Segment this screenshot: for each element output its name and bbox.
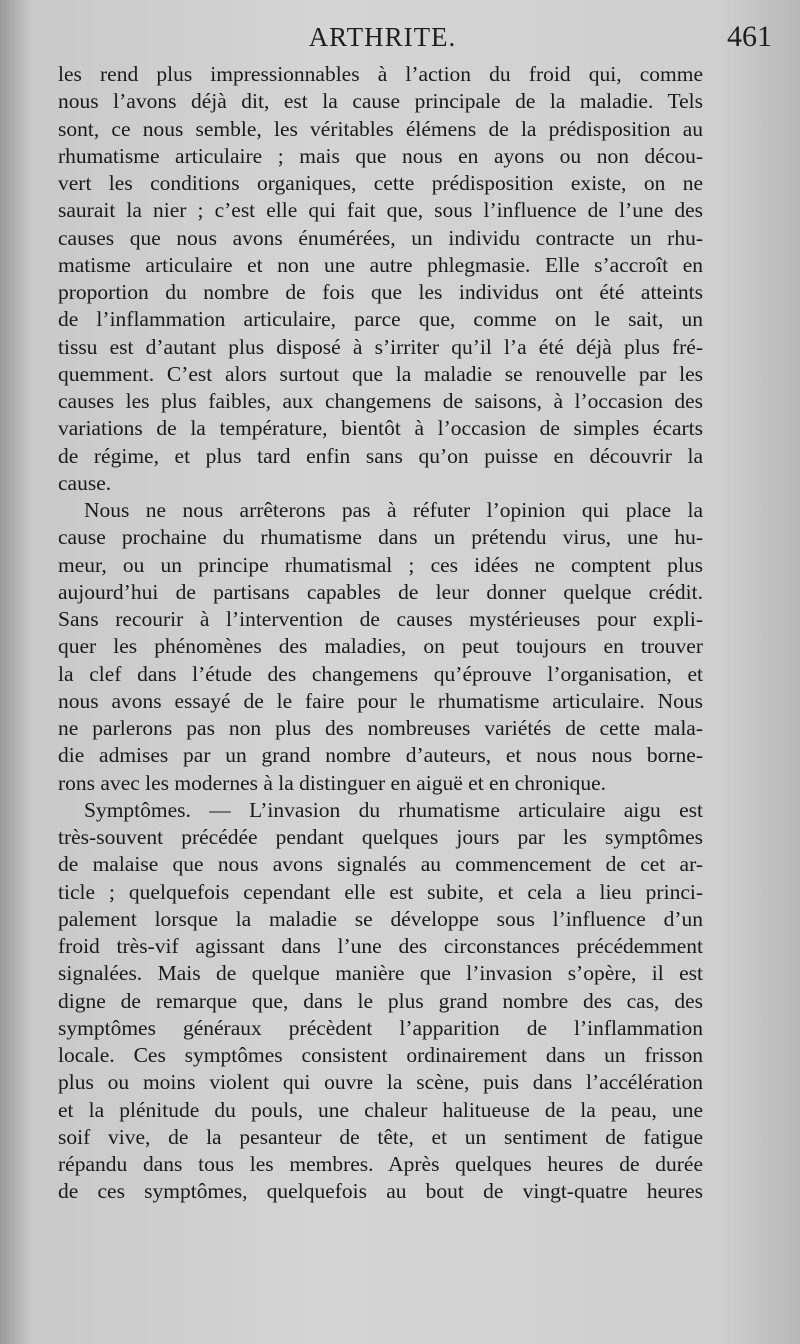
text-line: causes les plus faibles, aux changemens de saisons, à l’occasion des: [58, 389, 703, 413]
text-line: variations de la température, bientôt à l’occasion de simples écarts: [58, 416, 703, 441]
text-line: les rend plus impressionnables à l’action du froid qui, comme: [58, 62, 703, 86]
paragraph: [58, 61, 703, 497]
text-line: ticle ; quelquefois cependant elle est subite, et cela a lieu princi-: [58, 879, 703, 904]
text-line: quer les phénomènes des maladies, on peut toujours en trouver: [58, 634, 703, 659]
running-title: ARTHRITE.: [308, 22, 457, 52]
text-line: aujourd’hui de partisans capables de leur donner quelque crédit.: [58, 579, 703, 604]
text-line: causes que nous avons énumérées, un individu contracte un rhu-: [58, 225, 703, 250]
text-line: signalées. Mais de quelque manière que l’invasion s’opère, il est: [58, 961, 703, 986]
text-line: de l’inflammation articulaire, parce que, comme on le sait, un: [58, 307, 703, 332]
text-line: ne parlerons pas non plus des nombreuses variétés de cette mala-: [58, 716, 703, 740]
text-line: rhumatisme articulaire ; mais que nous en ayons ou non décou-: [58, 143, 703, 168]
text-line: nous l’avons déjà dit, est la cause principale de la maladie. Tels: [58, 89, 703, 114]
text-line: soif vive, de la pesanteur de tête, et un sentiment de fatigue: [58, 1124, 703, 1149]
text-line: cause prochaine du rhumatisme dans un prétendu virus, une hu-: [58, 525, 703, 550]
text-line: de régime, et plus tard enfin sans qu’on puisse en découvrir la: [58, 443, 703, 468]
text-line: symptômes généraux précèdent l’apparition de l’inflammation: [58, 1015, 703, 1040]
paragraph: [58, 497, 703, 797]
text-line: vert les conditions organiques, cette prédisposition existe, on ne: [58, 171, 703, 195]
text-line: de malaise que nous avons signalés au commencement de cet ar-: [58, 852, 703, 877]
text-line: die admises par un grand nombre d’auteurs, et nous nous borne-: [58, 743, 703, 768]
text-line: Symptômes. — L’invasion du rhumatisme articulaire aigu est: [84, 797, 703, 822]
body-text: [58, 61, 703, 1206]
text-line: de ces symptômes, quelquefois au bout de vingt-quatre heures: [58, 1179, 703, 1204]
text-line: et la plénitude du pouls, une chaleur halitueuse de la peau, une: [58, 1097, 703, 1122]
text-line: sont, ce nous semble, les véritables élémens de la prédisposition au: [58, 116, 703, 141]
text-line: locale. Ces symptômes consistent ordinairement dans un frisson: [58, 1043, 703, 1067]
text-line: proportion du nombre de fois que les individus ont été atteints: [58, 280, 703, 304]
page-header: [0, 18, 800, 58]
text-line: plus ou moins violent qui ouvre la scène, puis dans l’accélération: [58, 1070, 703, 1095]
text-line: cause.: [58, 470, 112, 495]
text-line: rons avec les modernes à la distinguer en aiguë et en chronique.: [58, 770, 607, 795]
text-line: quemment. C’est alors surtout que la maladie se renouvelle par les: [58, 361, 703, 386]
text-line: Nous ne nous arrêterons pas à réfuter l’opinion qui place la: [84, 498, 703, 522]
text-line: Sans recourir à l’intervention de causes mystérieuses pour expli-: [58, 607, 703, 631]
text-line: matisme articulaire et non une autre phlegmasie. Elle s’accroît en: [58, 252, 703, 277]
text-line: froid très-vif agissant dans l’une des circonstances précédemment: [58, 934, 703, 958]
text-line: tissu est d’autant plus disposé à s’irriter qu’il l’a été déjà plus fré-: [58, 334, 703, 359]
text-line: très-souvent précédée pendant quelques jours par les symptômes: [58, 825, 703, 849]
text-line: la clef dans l’étude des changemens qu’éprouve l’organisation, et: [58, 661, 703, 686]
text-line: répandu dans tous les membres. Après quelques heures de durée: [58, 1152, 703, 1176]
text-line: saurait la nier ; c’est elle qui fait que, sous l’influence de l’une des: [58, 198, 703, 223]
text-line: nous avons essayé de le faire pour le rhumatisme articulaire. Nous: [58, 688, 703, 713]
text-line: digne de remarque que, dans le plus grand nombre des cas, des: [58, 988, 703, 1013]
text-line: meur, ou un principe rhumatismal ; ces idées ne comptent plus: [58, 552, 703, 577]
paragraph: [58, 797, 703, 1206]
text-line: palement lorsque la maladie se développe sous l’influence d’un: [58, 906, 703, 931]
page-number: 461: [727, 20, 772, 53]
